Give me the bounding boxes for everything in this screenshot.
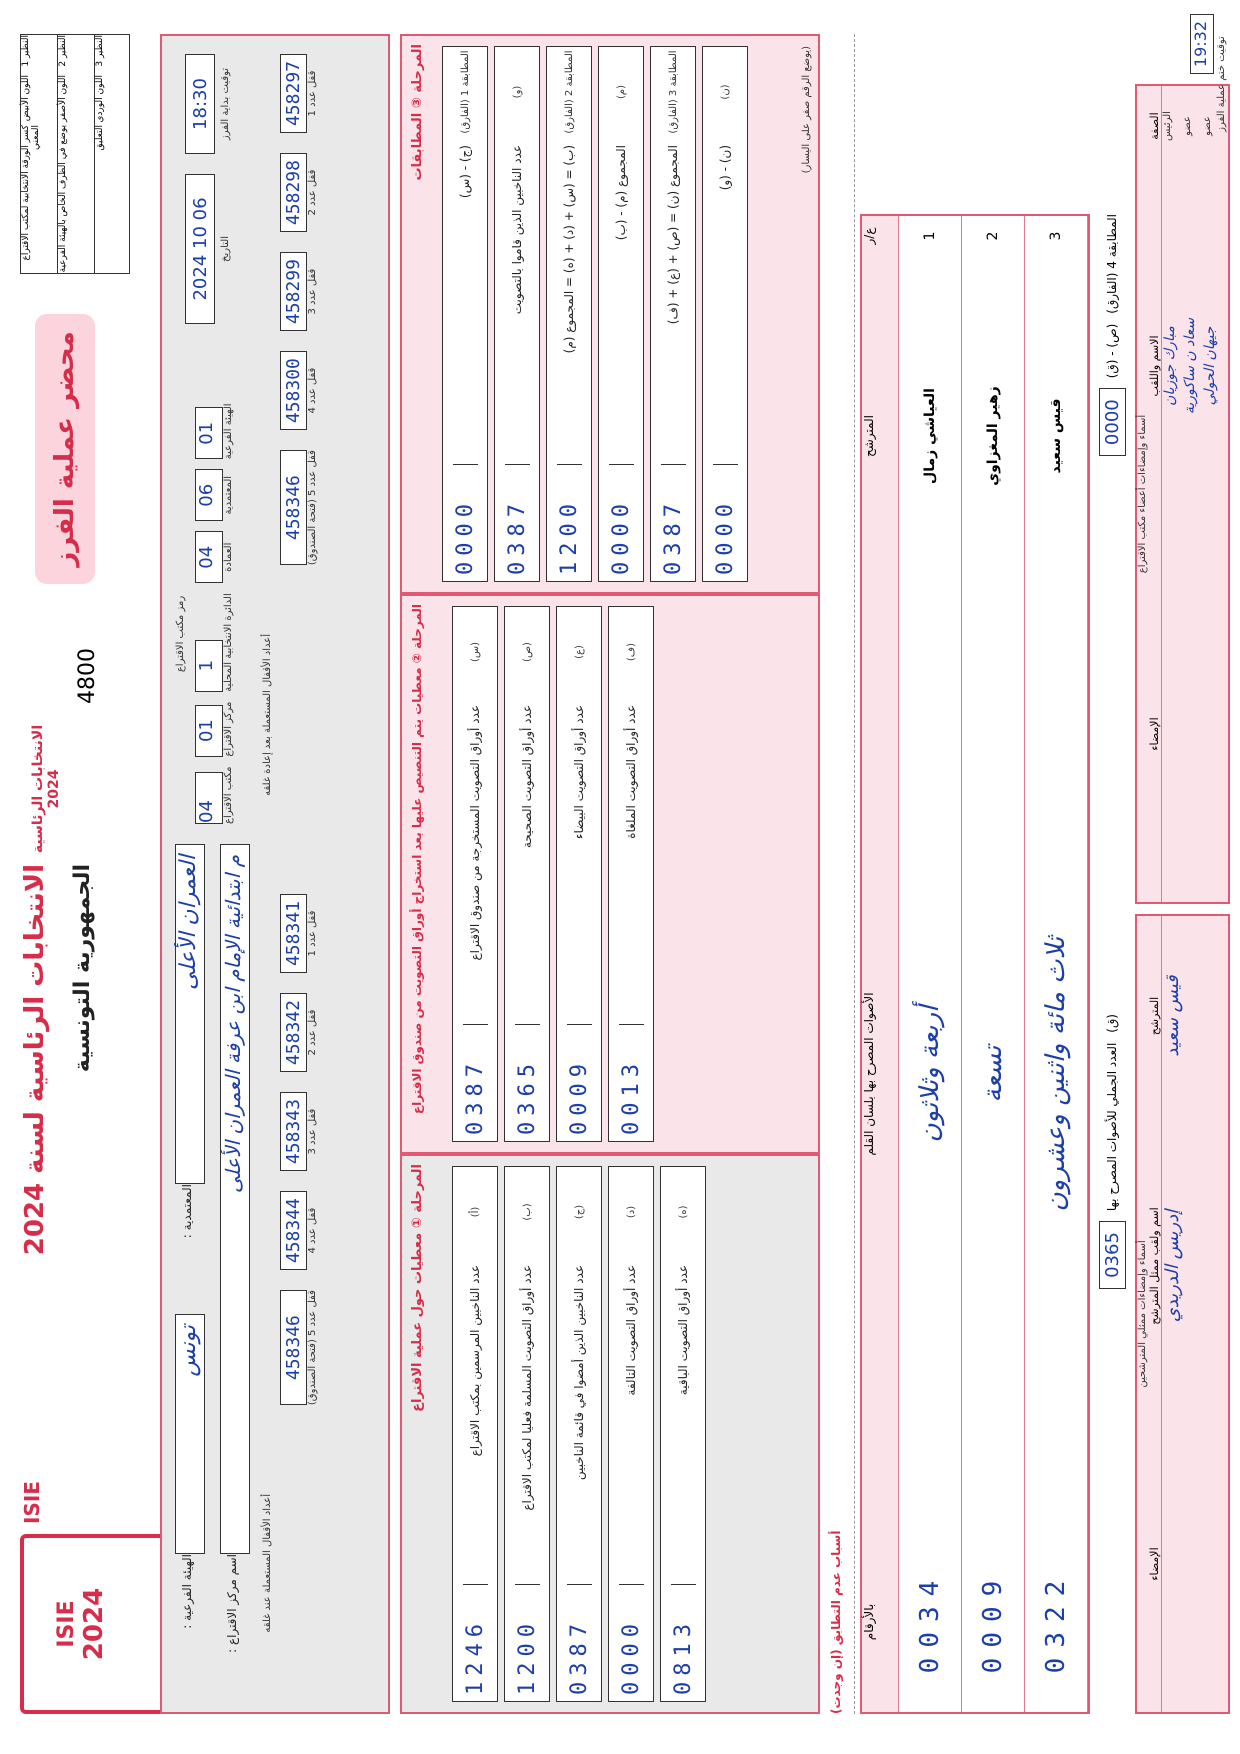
- lock-item: [280, 993, 340, 1072]
- stage1-title: المرحلة ① معطيات حول عملية الاقتراع: [410, 1164, 425, 1412]
- stage-row: [546, 46, 592, 582]
- member-role: عضو: [1202, 116, 1213, 136]
- votes-in-digits: 0322: [1041, 1570, 1071, 1674]
- lock-label: قفل عدد 4: [307, 1207, 318, 1254]
- stage-row: [442, 46, 488, 582]
- members-rows: [1162, 86, 1222, 902]
- stage-row: [556, 1166, 602, 1702]
- lock-number: 458344: [280, 1191, 307, 1270]
- total-code: (ق): [1105, 1014, 1119, 1033]
- reasons-title: أسباب عدم التطابق (إن وجدت): [829, 1530, 843, 1714]
- stage-row: [702, 46, 748, 582]
- code-box: 1: [195, 640, 223, 692]
- row-value: 1246: [463, 1584, 488, 1701]
- stage-row: [660, 1166, 706, 1702]
- date-field: 2024 10 06: [185, 174, 215, 324]
- table-row: [962, 216, 1025, 1712]
- row-code: المطابقة 1 (الفارق): [459, 50, 471, 134]
- votes-in-digits: 0034: [915, 1570, 945, 1674]
- member-name: مبارك جوزيان: [1162, 326, 1178, 406]
- member-role: الرئيس: [1162, 111, 1173, 141]
- stage2-panel: [400, 594, 820, 1154]
- lock-label: قفل عدد 1: [307, 910, 318, 957]
- lock-item: [280, 351, 340, 430]
- lock-label: قفل عدد 2: [307, 1009, 318, 1056]
- lock-number: 458341: [280, 894, 307, 973]
- member-name: سعاد ن ساكورية: [1182, 317, 1198, 415]
- stage-row: [598, 46, 644, 582]
- stage-row: [504, 606, 550, 1142]
- votes-in-words: ثلاث مائة واثنين وعشرون: [1041, 936, 1071, 1212]
- row-code: (ص): [521, 642, 533, 662]
- row-label: عدد أوراق التصويت التالفة: [624, 1265, 638, 1396]
- stage-row: [452, 1166, 498, 1702]
- center-field: م ابتدائية الإمام ابن عرفة العمران الأعلى: [220, 844, 250, 1554]
- end-time-field: 19:32: [1190, 14, 1214, 74]
- row-value: 1200: [557, 464, 582, 581]
- lock-number: 458343: [280, 1092, 307, 1171]
- stage2-title: المرحلة ② معطيات يتم التنصيص عليها بعد استخراج أوراق التصويت من صندوق الاقتراع: [410, 604, 424, 1115]
- copy-legend: النظير 1 اللون الأبيض كسر الورقة الانتخابية لمكتب الاقتراع المعني النظير 2 اللون الأصفر يوضع في الظرف الخاص بالهيئة الفرعية النظير 3 اللون الوردي التعليق: [20, 34, 130, 274]
- row-label: المجموع (ن) = (ص) + (ع) + (ف): [666, 145, 680, 325]
- row-value: 0000: [619, 1584, 644, 1701]
- country-name: الجمهورية التونسية: [70, 864, 95, 1073]
- region-label: الهيئة الفرعية :: [180, 1554, 194, 1629]
- row-value: 1200: [515, 1584, 540, 1701]
- page-title: الانتخابات الرئاسية لسنة 2024: [20, 864, 50, 1256]
- stage-row: [494, 46, 540, 582]
- row-label: المجموع (م) - (ب): [614, 145, 628, 241]
- member-row: [1202, 86, 1222, 902]
- row-value: 0813: [671, 1584, 696, 1701]
- lock-label: قفل عدد 5 (فتحة الصندوق): [307, 450, 318, 566]
- row-value: 0387: [505, 464, 530, 581]
- row-code: (م): [615, 85, 627, 99]
- lock-item: [280, 1191, 340, 1270]
- row-label: (ن) - (و): [718, 145, 732, 191]
- row-value: 0387: [567, 1584, 592, 1701]
- row-code: (د): [625, 1205, 637, 1219]
- row-label: عدد الناخبين المرسمين بمكتب الاقتراع: [468, 1265, 482, 1457]
- lock-item: [280, 153, 340, 232]
- row-value: 0365: [515, 1024, 540, 1141]
- row-code: (ج): [573, 1204, 585, 1220]
- lock-number: 458346: [280, 450, 307, 565]
- results-rows: [899, 216, 1088, 1712]
- col-digits: بالأرقام: [862, 1603, 876, 1641]
- votes-in-words: تسعة: [978, 1045, 1008, 1103]
- row-label: عدد الناخبين الذين أمضوا في قائمة الناخبين: [572, 1265, 586, 1481]
- polling-code-boxes: 04 مكتب الاقتراع 01 مركز الاقتراع 1 الدائرة الانتخابية المحلية 04 العمادة 06 المعتمدية 01 الهيئة الفرعية: [196, 403, 234, 824]
- lock-number: 458299: [280, 252, 307, 331]
- row-code: (ب): [521, 1203, 533, 1221]
- document-code: 4800: [75, 648, 100, 704]
- votes-in-words: أربعة وثلاثون: [915, 1005, 945, 1143]
- row-code: المطابقة 2 (الفارق): [563, 50, 575, 134]
- form-badge: محضر عملية الفرز: [35, 314, 95, 584]
- code-box: 01: [195, 407, 223, 459]
- locks-reuse-row: [280, 54, 340, 874]
- start-time-label: توقيت بداية الفرز: [220, 67, 231, 141]
- stage-row: [504, 1166, 550, 1702]
- row-label: (ب) = (س) + (د) + (ه) = المجموع (م): [562, 145, 576, 354]
- lock-item: [280, 252, 340, 331]
- locks-reuse-label: أعداد الأقفال المستعملة بعد إعادة غلقه: [262, 634, 273, 796]
- member-signature: [1162, 566, 1182, 902]
- representative-row: قيس سعيد إدريس الدريدي: [1162, 916, 1183, 1712]
- code-box: 01: [195, 705, 223, 757]
- match4-formula: (ص) - (ق): [1105, 323, 1119, 379]
- row-label: عدد الناخبين الذين قاموا بالتصويت: [510, 145, 524, 315]
- stage3-panel: [400, 34, 820, 594]
- row-label: عدد أوراق التصويت البيضاء: [572, 705, 586, 840]
- row-label: (ج) - (س): [458, 145, 472, 199]
- total-votes-row: [1095, 1014, 1129, 1714]
- match4-row: [1095, 214, 1129, 654]
- lock-item: [280, 54, 340, 133]
- row-code: (ف): [625, 642, 637, 662]
- stage-row: [452, 606, 498, 1142]
- row-code: (ه): [677, 1205, 689, 1219]
- row-code: (ن): [719, 84, 731, 100]
- row-code: (و): [511, 85, 523, 99]
- row-number: 2: [985, 231, 1001, 241]
- representatives-block: أسماء وإمضاءات ممثلي المترشحين المترشح اسم ولقب ممثل المترشح الإمضاء قيس سعيد إدريس الدريدي: [1135, 914, 1230, 1714]
- lock-label: قفل عدد 5 (فتحة الصندوق): [307, 1290, 318, 1406]
- lock-item: [280, 450, 340, 565]
- members-title: أسماء وإمضاءات أعضاء مكتب الاقتراع: [1137, 414, 1148, 574]
- row-number: 1: [922, 231, 938, 241]
- member-row: [1182, 86, 1202, 902]
- member-signature: [1182, 566, 1202, 902]
- locks-open-row: [280, 894, 340, 1694]
- lock-number: 458300: [280, 351, 307, 430]
- row-code: (س): [469, 642, 481, 663]
- lock-label: قفل عدد 3: [307, 268, 318, 315]
- table-row: [1025, 216, 1088, 1712]
- locks-open-label: أعداد الأقفال المستعملة عند غلقه: [262, 1494, 273, 1633]
- match4-value: 0000: [1099, 388, 1126, 456]
- code-box: 04: [195, 531, 223, 583]
- start-time-field: 18:30: [185, 54, 215, 154]
- code-title: رمز مكتب الاقتراع: [175, 595, 186, 673]
- row-value: 0387: [661, 464, 686, 581]
- stage1-panel: [400, 1154, 820, 1714]
- table-row: [899, 216, 962, 1712]
- code-box: 06: [195, 469, 223, 521]
- lock-label: قفل عدد 4: [307, 367, 318, 414]
- row-code: (أ): [469, 1206, 481, 1218]
- member-signature: [1202, 566, 1222, 902]
- lock-label: قفل عدد 3: [307, 1108, 318, 1155]
- stage-row: [608, 606, 654, 1142]
- stage-row: [650, 46, 696, 582]
- signature-scribble: [1162, 1416, 1183, 1712]
- row-value: 0009: [567, 1024, 592, 1141]
- row-label: عدد أوراق التصويت المسلمة فعليا لمكتب الاقتراع: [520, 1265, 534, 1511]
- total-label: العدد الجملي للأصوات المصرح بها: [1105, 1042, 1119, 1212]
- votes-in-digits: 0009: [978, 1570, 1008, 1674]
- col-candidate: المترشح: [862, 415, 876, 457]
- stage3-note: (يوضع الرقم صفر على اليسار): [801, 46, 812, 174]
- row-value: 0000: [453, 464, 478, 581]
- col-words: الأصوات المصرح بها بلسان القلم: [862, 992, 876, 1156]
- brand-mark: الانتخابات الرئاسية 2024: [30, 724, 62, 854]
- candidate-name: زهير المغزاوي: [985, 386, 1001, 486]
- row-label: عدد أوراق التصويت الصحيحة: [520, 705, 534, 849]
- stage3-title: المرحلة ③ المطابقات: [410, 44, 425, 181]
- col-number: ع/ر: [862, 227, 876, 245]
- member-row: [1162, 86, 1182, 902]
- member-role: عضو: [1182, 116, 1193, 136]
- lock-number: 458298: [280, 153, 307, 232]
- region-field: تونس: [175, 1314, 205, 1554]
- row-label: عدد أوراق التصويت الباقية: [676, 1265, 690, 1396]
- official-stamp: ISIE 2024: [20, 1534, 170, 1714]
- total-value: 0365: [1099, 1221, 1126, 1289]
- lock-number: 458346: [280, 1290, 307, 1405]
- lock-label: قفل عدد 1: [307, 70, 318, 117]
- reasons-line: [825, 34, 855, 1714]
- row-label: عدد أوراق التصويت الملغاة: [624, 705, 638, 839]
- row-code: المطابقة 3 (الفارق): [667, 50, 679, 134]
- delegation-label: المعتمدية :: [180, 1184, 194, 1239]
- end-time-label: توقيت ختم عملية الفرز: [1216, 36, 1227, 132]
- code-box: 04: [195, 772, 223, 824]
- delegation-field: العمران الأعلى: [175, 844, 205, 1184]
- lock-label: قفل عدد 2: [307, 169, 318, 216]
- lock-item: [280, 1092, 340, 1171]
- row-number: 3: [1048, 231, 1064, 241]
- candidate-name: قيس سعيد: [1048, 398, 1064, 474]
- representatives-title: أسماء وإمضاءات ممثلي المترشحين: [1137, 1240, 1148, 1388]
- row-value: 0000: [713, 464, 738, 581]
- row-value: 0387: [463, 1024, 488, 1141]
- results-table: [860, 214, 1090, 1714]
- match4-label: المطابقة 4 (الفارق): [1105, 214, 1119, 314]
- lock-number: 458342: [280, 993, 307, 1072]
- lock-number: 458297: [280, 54, 307, 133]
- isie-logo: ISIE: [20, 1481, 44, 1524]
- row-label: عدد أوراق التصويت المستخرجة من صندوق الاقتراع: [468, 705, 482, 961]
- member-name: جيهان الحولي: [1202, 326, 1218, 406]
- center-label: اسم مركز الاقتراع :: [225, 1554, 239, 1653]
- row-value: 0013: [619, 1024, 644, 1141]
- row-value: 0000: [609, 464, 634, 581]
- date-label: التاريخ: [220, 236, 231, 262]
- candidate-name: العياشي زمال: [922, 388, 938, 484]
- lock-item: [280, 1290, 340, 1405]
- members-block: أسماء وإمضاءات أعضاء مكتب الاقتراع الصفة الاسم واللقب الإمضاء الرئيس مبارك جوزيان عضو سعاد ن ساكورية عضو جيهان الحولي: [1135, 84, 1230, 904]
- stage-row: [556, 606, 602, 1142]
- lock-item: [280, 894, 340, 973]
- row-code: (ع): [573, 645, 585, 659]
- stage-row: [608, 1166, 654, 1702]
